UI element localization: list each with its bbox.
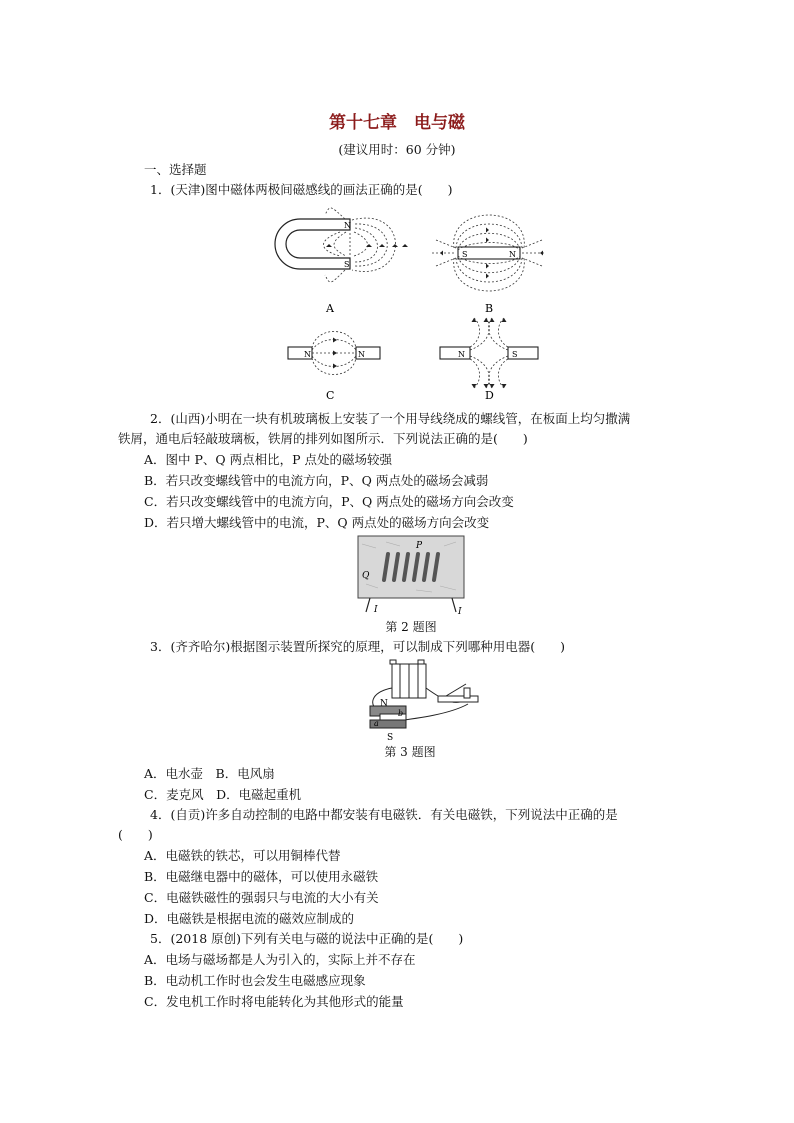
q3-stem: 3．(齐齐哈尔)根据图示装置所探究的原理，可以制成下列哪种用电器( ) bbox=[150, 639, 565, 654]
q2-fig-label-q: Q bbox=[362, 571, 370, 581]
q3-fig-label-b: b bbox=[398, 709, 404, 718]
q2-stem-line1: 2．(山西)小明在一块有机玻璃板上安装了一个用导线绕成的螺线管，在板面上均匀撒满 bbox=[150, 411, 631, 426]
q1-b-pole-n: N bbox=[509, 250, 516, 259]
q3-fig-label-n: N bbox=[380, 699, 388, 709]
q2-fig-label-i-left: I bbox=[374, 605, 378, 615]
q1-figures bbox=[0, 198, 794, 413]
q1-figure-c bbox=[288, 332, 380, 403]
q4-option-a: A．电磁铁的铁芯，可以用铜棒代替 bbox=[144, 848, 341, 863]
q2-option-d: D．若只增大螺线管中的电流，P、Q 两点处的磁场方向会改变 bbox=[144, 515, 490, 530]
q1-stem: 1．(天津)图中磁体两极间磁感线的画法正确的是( ) bbox=[150, 182, 453, 197]
q1-b-pole-s: S bbox=[462, 250, 468, 259]
q2-option-a: A．图中 P、Q 两点相比，P 点处的磁场较强 bbox=[144, 452, 393, 467]
q3-options-line2: C．麦克风 D．电磁起重机 bbox=[144, 787, 302, 802]
q2-figure bbox=[356, 534, 466, 616]
q2-caption: 第 2 题图 bbox=[385, 620, 437, 634]
q2-option-c: C．若只改变螺线管中的电流方向，P、Q 两点处的磁场方向会改变 bbox=[144, 494, 514, 509]
q4-option-c: C．电磁铁磁性的强弱只与电流的大小有关 bbox=[144, 890, 379, 905]
page-title: 第十七章 电与磁 bbox=[329, 113, 465, 133]
q1-a-label: A bbox=[326, 302, 334, 315]
q1-a-pole-s: S bbox=[344, 260, 350, 269]
q2-fig-label-p: P bbox=[416, 541, 423, 551]
q5-option-b: B．电动机工作时也会发生电磁感应现象 bbox=[144, 973, 366, 988]
q2-option-b: B．若只改变螺线管中的电流方向，P、Q 两点处的磁场会减弱 bbox=[144, 473, 489, 488]
q4-stem-line1: 4．(自贡)许多自动控制的电路中都安装有电磁铁．有关电磁铁，下列说法中正确的是 bbox=[150, 807, 618, 822]
q1-d-label: D bbox=[485, 389, 494, 402]
q3-caption: 第 3 题图 bbox=[384, 745, 436, 759]
q4-stem-line2: ( ) bbox=[118, 827, 153, 842]
q2-stem-line2: 铁屑，通电后轻敲玻璃板，铁屑的排列如图所示．下列说法正确的是( ) bbox=[118, 431, 528, 446]
q1-a-pole-n: N bbox=[344, 221, 351, 230]
q5-option-c: C．发电机工作时将电能转化为其他形式的能量 bbox=[144, 994, 404, 1009]
q5-stem: 5．(2018 原创)下列有关电与磁的说法中正确的是( ) bbox=[150, 931, 464, 946]
q4-option-b: B．电磁继电器中的磁体，可以使用永磁铁 bbox=[144, 869, 379, 884]
q3-figure bbox=[350, 658, 490, 742]
q1-figure-b bbox=[432, 215, 546, 315]
q1-figure-a bbox=[275, 208, 408, 315]
q1-c-label: C bbox=[326, 389, 335, 402]
q1-figure-d bbox=[440, 318, 538, 402]
q1-c-pole-left: N bbox=[304, 350, 311, 359]
q4-option-d: D．电磁铁是根据电流的磁效应制成的 bbox=[144, 911, 355, 926]
q1-d-pole-left: N bbox=[458, 350, 465, 359]
section-heading: 一、选择题 bbox=[144, 162, 207, 177]
q3-fig-label-s: S bbox=[387, 733, 394, 742]
q1-d-pole-right: S bbox=[512, 350, 518, 359]
q2-fig-label-i-right: I bbox=[458, 607, 462, 616]
q3-options-line1: A．电水壶 B．电风扇 bbox=[144, 766, 275, 781]
q1-c-pole-right: N bbox=[358, 350, 365, 359]
q5-option-a: A．电场与磁场都是人为引入的，实际上并不存在 bbox=[144, 952, 416, 967]
q3-fig-label-a: a bbox=[374, 719, 379, 728]
q1-b-label: B bbox=[485, 302, 494, 315]
page-subtitle: (建议用时：60 分钟) bbox=[338, 142, 456, 157]
